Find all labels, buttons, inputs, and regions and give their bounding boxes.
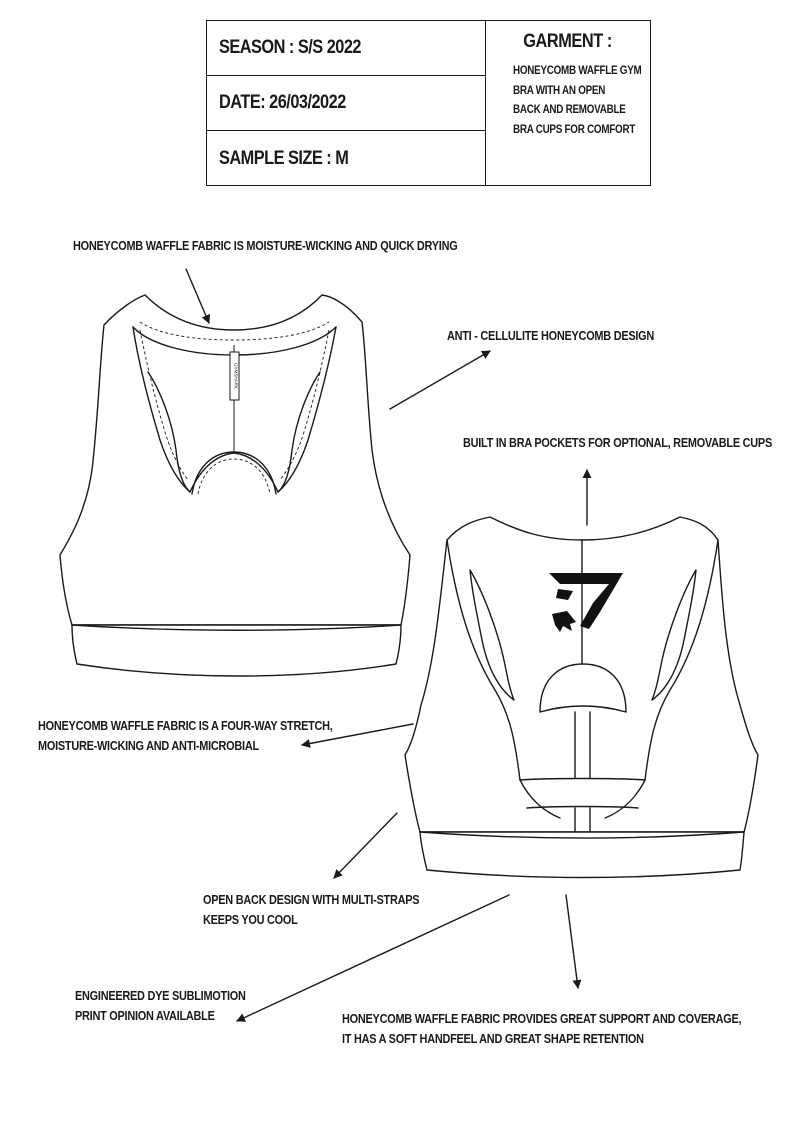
callout-four-way-stretch: HONEYCOMB WAFFLE FABRIC IS A FOUR-WAY STRETCH, MOISTURE-WICKING AND ANTI-MICROBIAL <box>38 718 333 753</box>
callout-support-coverage: HONEYCOMB WAFFLE FABRIC PROVIDES GREAT SUPPORT AND COVERAGE, IT HAS A SOFT HANDFEEL AND GREAT SHAPE RETENTION <box>342 1011 742 1046</box>
callout-fabric-moisture: HONEYCOMB WAFFLE FABRIC IS MOISTURE-WICKING AND QUICK DRYING <box>73 238 458 253</box>
brand-label-text: GYMSHARK <box>233 363 239 389</box>
garment-line: BACK AND REMOVABLE <box>513 102 626 116</box>
callout-bra-pockets: BUILT IN BRA POCKETS FOR OPTIONAL, REMOVABLE CUPS <box>463 435 772 450</box>
sample-size-text: SAMPLE SIZE : M <box>219 147 349 169</box>
callout-dye-print: ENGINEERED DYE SUBLIMOTION PRINT OPINION AVAILABLE <box>75 988 246 1023</box>
front-view <box>60 295 410 676</box>
callout-open-back: OPEN BACK DESIGN WITH MULTI-STRAPS KEEPS YOU COOL <box>203 892 420 927</box>
garment-line: BRA WITH AN OPEN <box>513 82 606 97</box>
front-underband <box>72 625 401 676</box>
garment-line: BRA CUPS FOR COMFORT <box>513 121 636 136</box>
garment-title: GARMENT : <box>523 31 612 52</box>
back-view <box>405 517 758 878</box>
arrow-support <box>566 895 578 988</box>
callout-anti-cellulite: ANTI - CELLULITE HONEYCOMB DESIGN <box>447 328 655 343</box>
back-underband <box>420 832 744 878</box>
arrow-anti-cellulite <box>390 351 490 409</box>
arrow-open-back <box>334 813 397 878</box>
front-body-outline <box>60 295 410 625</box>
garment-line: HONEYCOMB WAFFLE GYM <box>513 63 642 77</box>
season-text: SEASON : S/S 2022 <box>219 37 361 58</box>
date-text: DATE: 26/03/2022 <box>219 92 346 113</box>
arrow-fabric-moisture <box>186 269 209 323</box>
